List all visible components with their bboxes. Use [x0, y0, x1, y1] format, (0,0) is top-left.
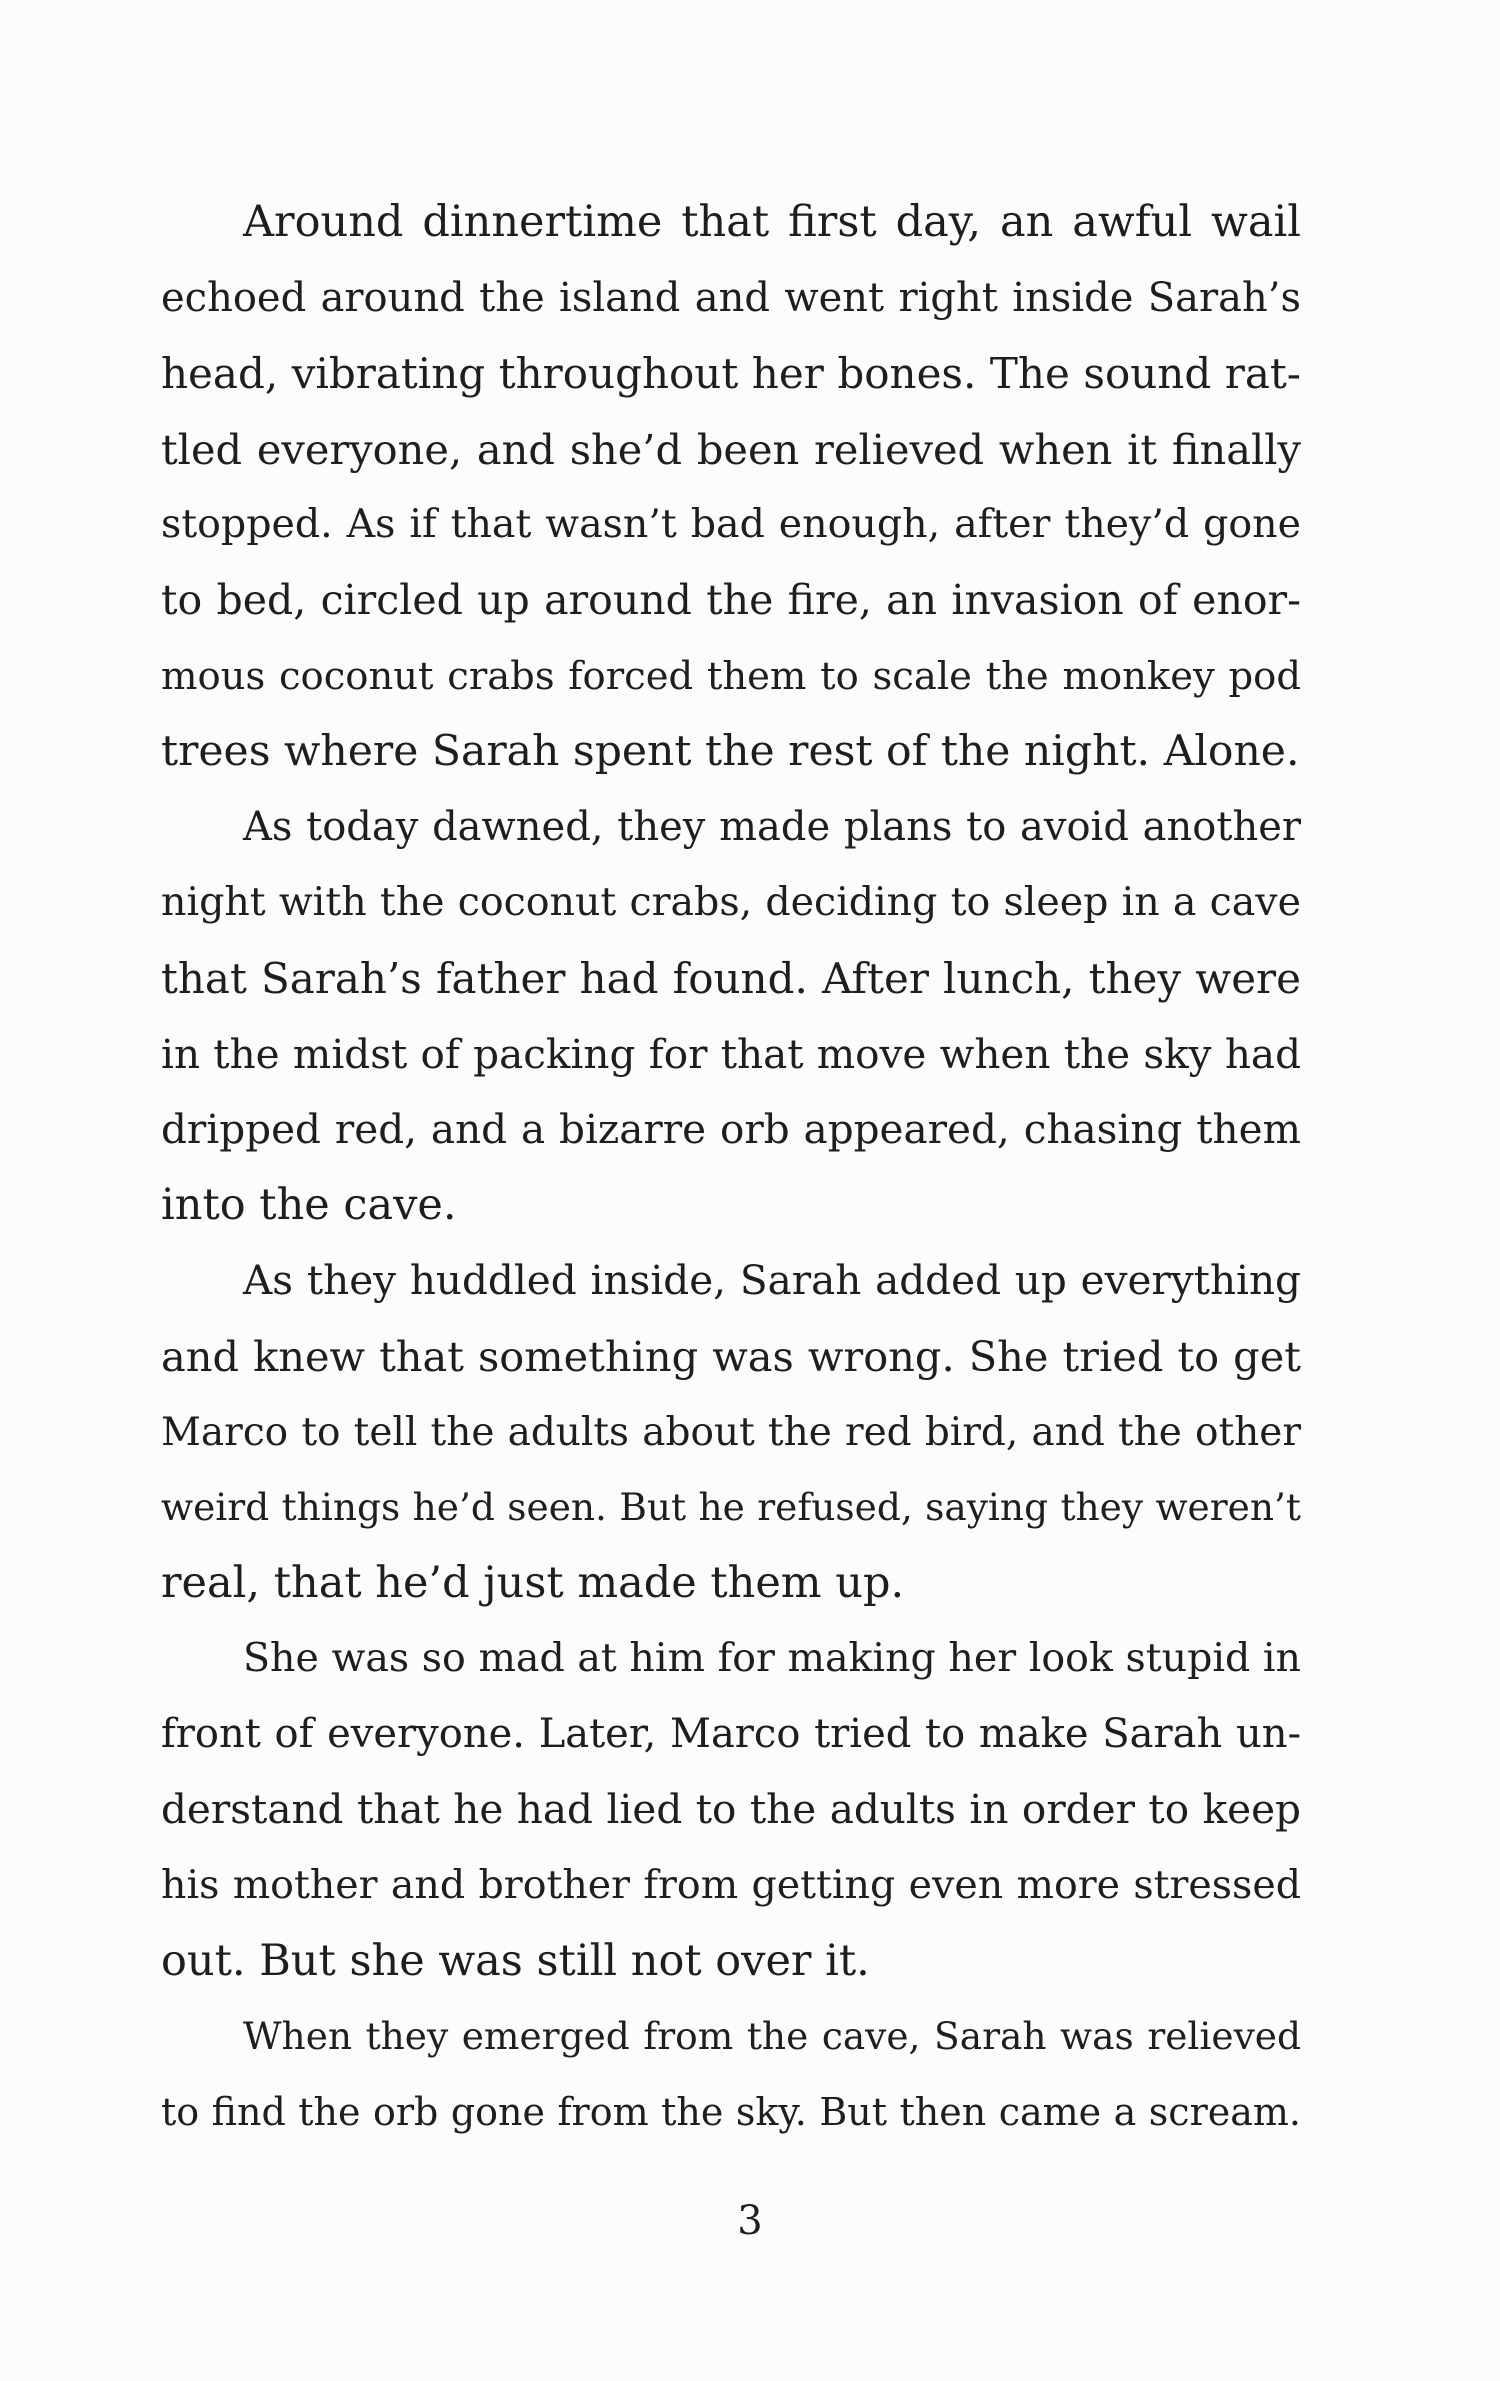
body-text	[161, 185, 1301, 2150]
text-line: front of everyone. Later, Marco tried to make Sarah un-	[161, 1710, 1301, 1757]
text-line: in the midst of packing for that move when the sky had	[161, 1029, 1301, 1078]
text-line: head, vibrating throughout her bones. The sound rat-	[161, 349, 1301, 399]
text-line: his mother and brother from getting even more stressed	[161, 1862, 1301, 1909]
text-line: night with the coconut crabs, deciding to sleep in a cave	[161, 879, 1301, 926]
text-line: As they huddled inside, Sarah added up everything	[243, 1256, 1301, 1305]
text-line: that Sarah’s father had found. After lunch, they were	[161, 953, 1301, 1003]
text-line: She was so mad at him for making her look stupid in	[243, 1635, 1301, 1682]
text-line: tled everyone, and she’d been relieved when it finally	[161, 424, 1301, 474]
text-line: echoed around the island and went right inside Sarah’s	[161, 274, 1301, 321]
paragraph	[161, 1243, 1301, 1621]
text-line: When they emerged from the cave, Sarah was relieved	[243, 2014, 1301, 2059]
paragraph	[161, 790, 1301, 1244]
text-line: derstand that he had lied to the adults in order to keep	[161, 1785, 1301, 1834]
text-line: weird things he’d seen. But he refused, saying they weren’t	[161, 1485, 1301, 1530]
paragraph	[161, 1999, 1301, 2150]
paragraph	[161, 185, 1301, 790]
text-line: into the cave.	[161, 1179, 457, 1230]
text-line: real, that he’d just made them up.	[161, 1557, 905, 1608]
text-line: out. But she was still not over it.	[161, 1935, 870, 1986]
text-line: Around dinnertime that first day, an awful wail	[243, 197, 1301, 247]
text-line: Marco to tell the adults about the red bird, and the other	[161, 1409, 1301, 1455]
text-line: stopped. As if that wasn’t bad enough, after they’d gone	[161, 501, 1301, 548]
text-line: to bed, circled up around the fire, an invasion of enor-	[161, 575, 1301, 624]
text-line: and knew that something was wrong. She tried to get	[161, 1331, 1301, 1381]
text-line: mous coconut crabs forced them to scale the monkey pod	[161, 653, 1301, 699]
text-line: As today dawned, they made plans to avoid another	[243, 803, 1301, 850]
paragraph	[161, 1621, 1301, 1999]
page-number: 3	[737, 2198, 763, 2244]
text-line: dripped red, and a bizarre orb appeared, chasing them	[161, 1105, 1301, 1154]
text-line: trees where Sarah spent the rest of the night. Alone.	[161, 727, 1300, 777]
text-line: to find the orb gone from the sky. But then came a scream.	[161, 2089, 1301, 2134]
